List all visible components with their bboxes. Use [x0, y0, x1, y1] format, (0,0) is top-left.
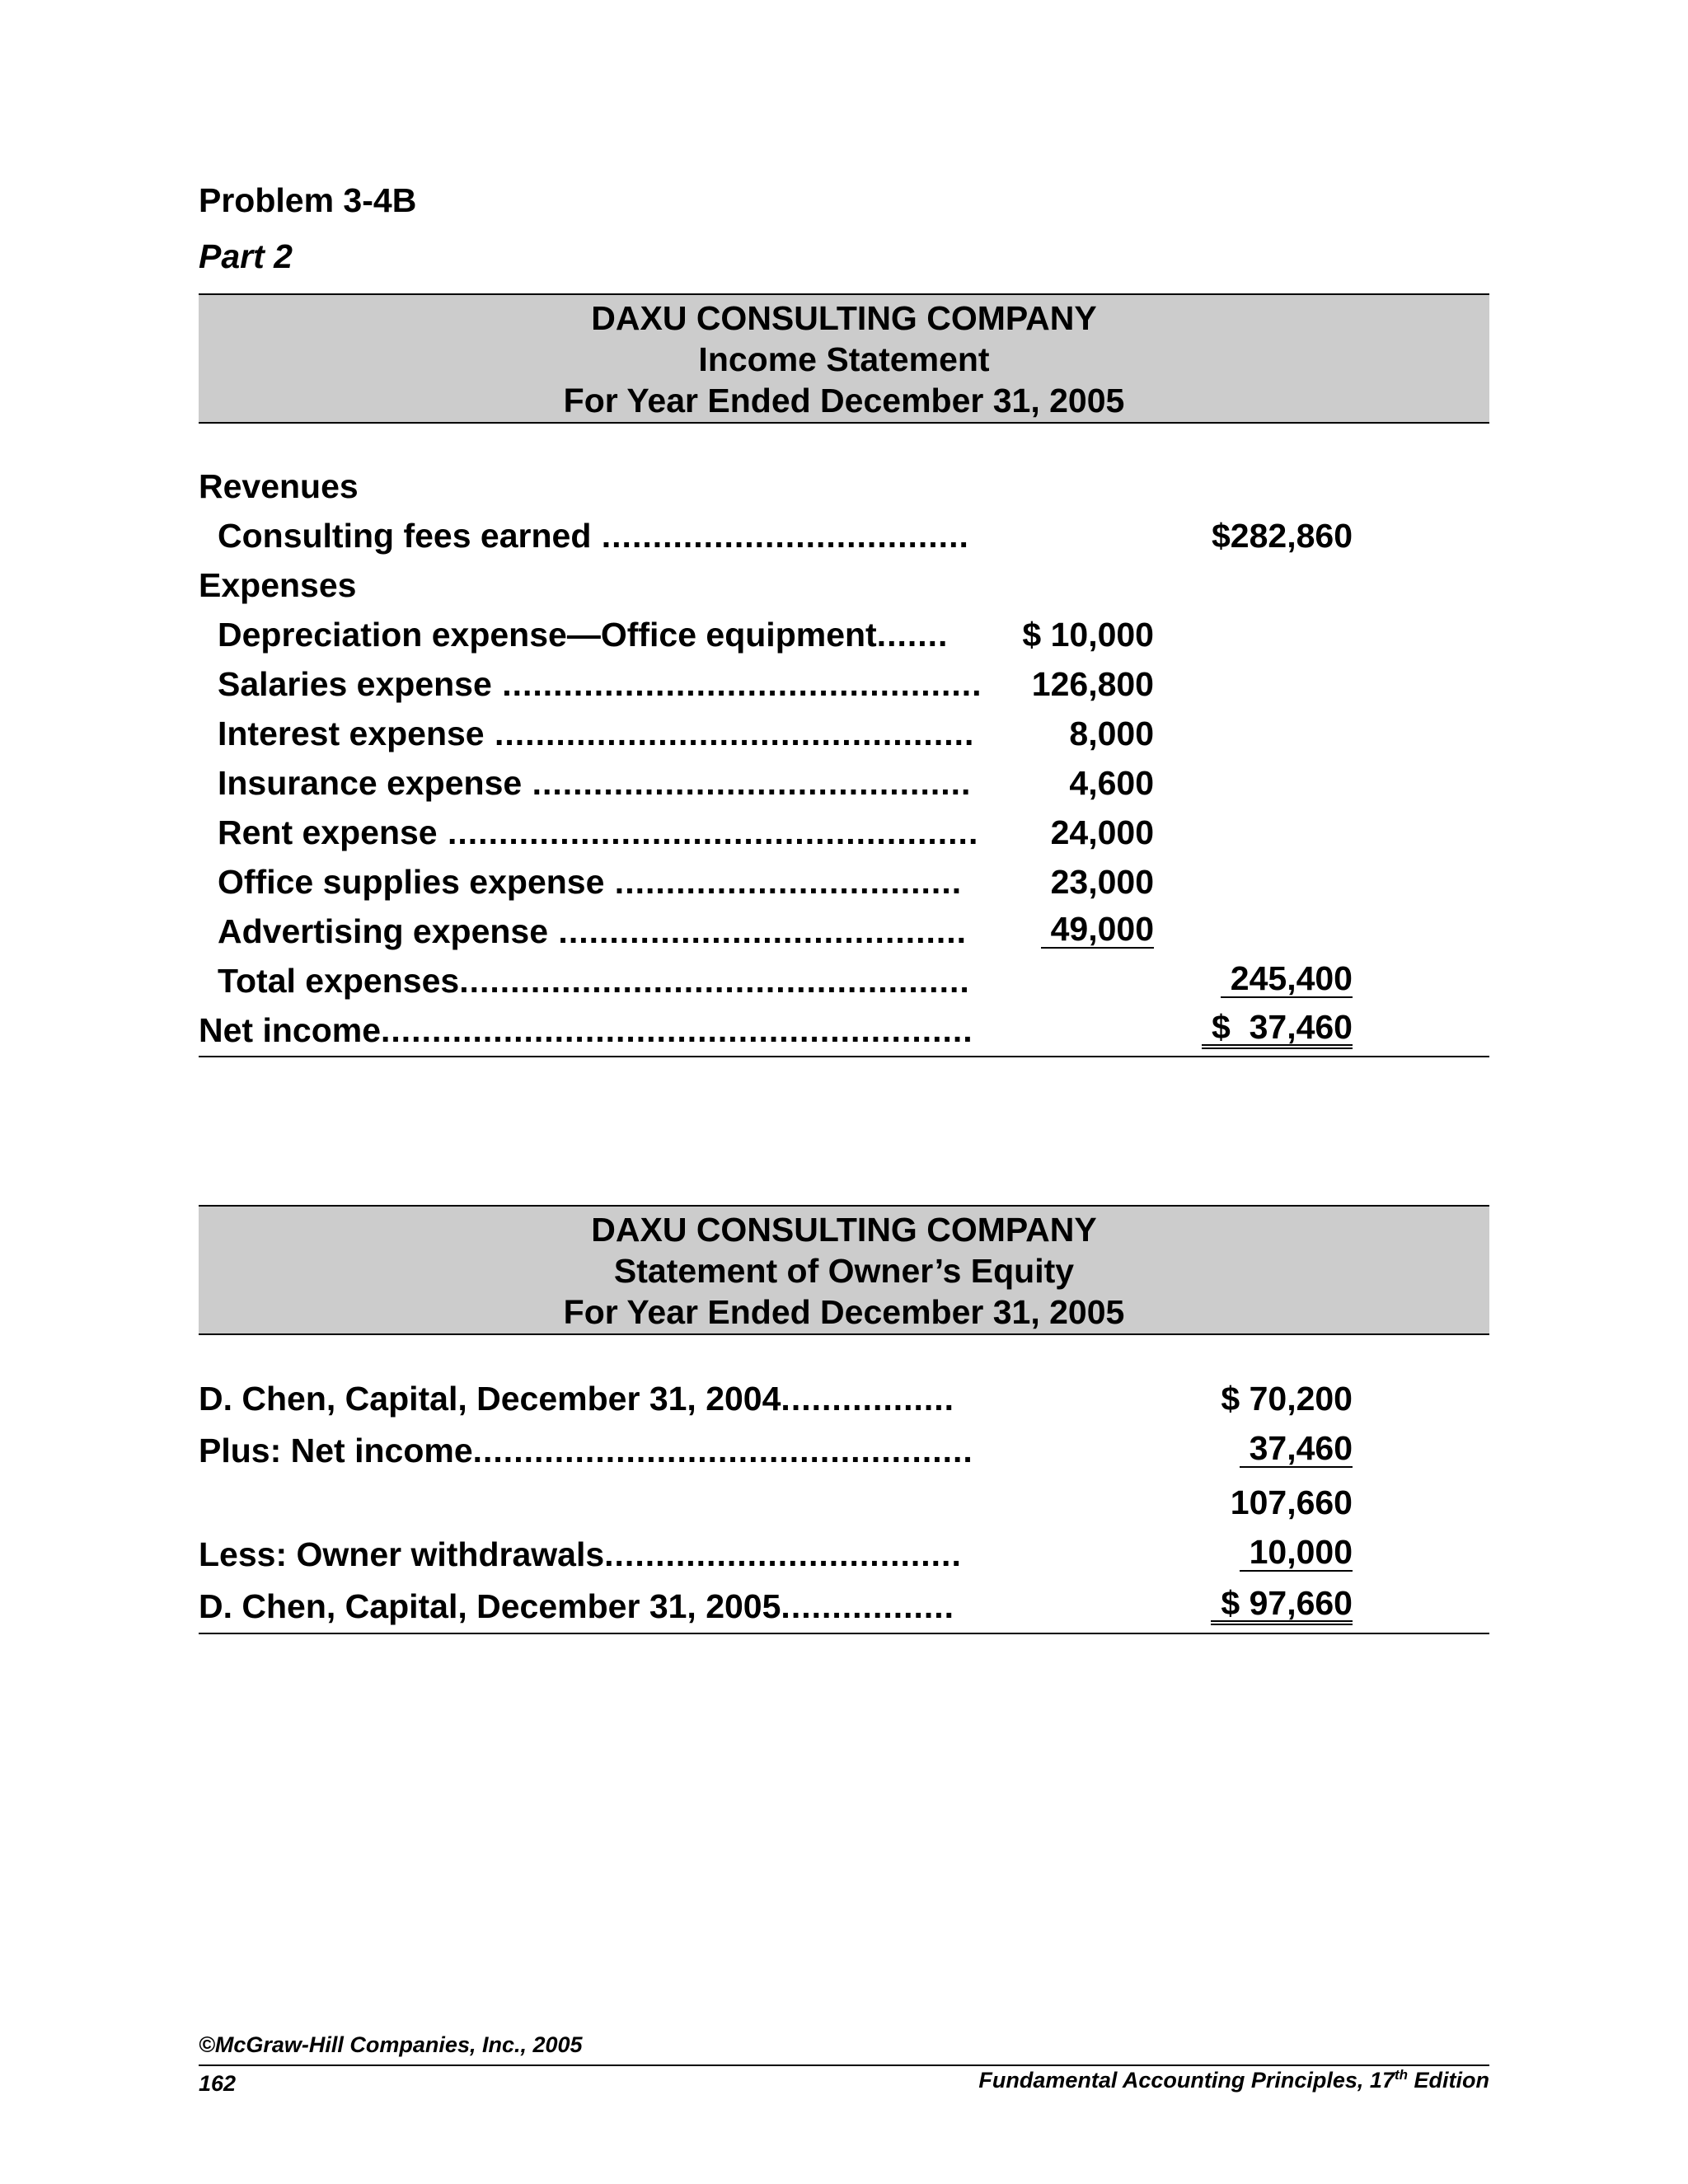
- expense-amount: $ 10,000: [1022, 616, 1154, 654]
- expense-row: Office supplies expense ..................................: [218, 863, 963, 901]
- part-title: Part 2: [199, 237, 293, 275]
- expense-row: Interest expense ...............................................: [218, 715, 975, 752]
- expense-amount: 4,600: [1069, 764, 1154, 802]
- expense-row: Advertising expense ........................................: [218, 912, 968, 950]
- income-statement-period: For Year Ended December 31, 2005: [563, 382, 1125, 419]
- expense-row: Salaries expense ...............................................: [218, 665, 982, 703]
- capital-2004-label: D. Chen, Capital, December 31, 2004.................: [199, 1380, 955, 1418]
- expense-row: Rent expense ....................................................: [218, 813, 979, 851]
- owners-equity-title: Statement of Owner’s Equity: [613, 1252, 1075, 1290]
- equity-subtotal-amount: 107,660: [1230, 1483, 1353, 1521]
- problem-title: Problem 3-4B: [199, 181, 417, 219]
- less-withdrawals-label: Less: Owner withdrawals...................................: [199, 1535, 962, 1573]
- capital-2005-label: D. Chen, Capital, December 31, 2005.................: [199, 1587, 955, 1625]
- income-statement-title: Income Statement: [698, 340, 990, 378]
- expenses-heading: Expenses: [199, 566, 357, 604]
- footer-rule: [199, 2064, 1489, 2066]
- plus-net-income-label: Plus: Net income.................................................: [199, 1432, 973, 1469]
- owners-equity-header: [199, 1205, 1489, 1335]
- total-expenses-label: Total expenses..................................................: [218, 962, 970, 1000]
- expense-amount: 8,000: [1069, 715, 1154, 752]
- footer-copyright: ©McGraw-Hill Companies, Inc., 2005: [199, 2032, 583, 2057]
- owners-equity-company: DAXU CONSULTING COMPANY: [591, 1211, 1097, 1249]
- consulting-fees-amount: $282,860: [1211, 517, 1353, 555]
- expense-row: Insurance expense ...........................................: [218, 764, 972, 802]
- owners-equity-period: For Year Ended December 31, 2005: [563, 1293, 1125, 1331]
- income-statement-company: DAXU CONSULTING COMPANY: [591, 299, 1097, 337]
- expense-row: Depreciation expense—Office equipment.......: [218, 616, 949, 654]
- owners-equity-bottom-rule: [199, 1633, 1489, 1634]
- income-statement-bottom-rule: [199, 1056, 1489, 1057]
- expense-amount: 23,000: [1050, 863, 1154, 901]
- total-expenses-amount: 245,400: [1221, 960, 1353, 998]
- net-income-amount: $ 37,460: [1202, 1010, 1353, 1049]
- capital-2004-amount: $ 70,200: [1221, 1380, 1353, 1418]
- revenues-heading: Revenues: [199, 467, 359, 505]
- less-withdrawals-amount: 10,000: [1240, 1534, 1353, 1572]
- plus-net-income-amount: 37,460: [1240, 1430, 1353, 1468]
- expense-amount: 126,800: [1031, 665, 1154, 703]
- expense-amount: 24,000: [1050, 813, 1154, 851]
- net-income-label: Net income..........................................................: [199, 1011, 973, 1049]
- capital-2005-amount: $ 97,660: [1211, 1586, 1353, 1625]
- expense-amount-underlined: 49,000: [1041, 911, 1154, 949]
- footer-book-title: Fundamental Accounting Principles, 17th Edition: [978, 2067, 1489, 2093]
- consulting-fees-label: Consulting fees earned ....................................: [218, 517, 969, 555]
- income-statement-header: [199, 293, 1489, 424]
- footer-page-number: 162: [199, 2071, 237, 2096]
